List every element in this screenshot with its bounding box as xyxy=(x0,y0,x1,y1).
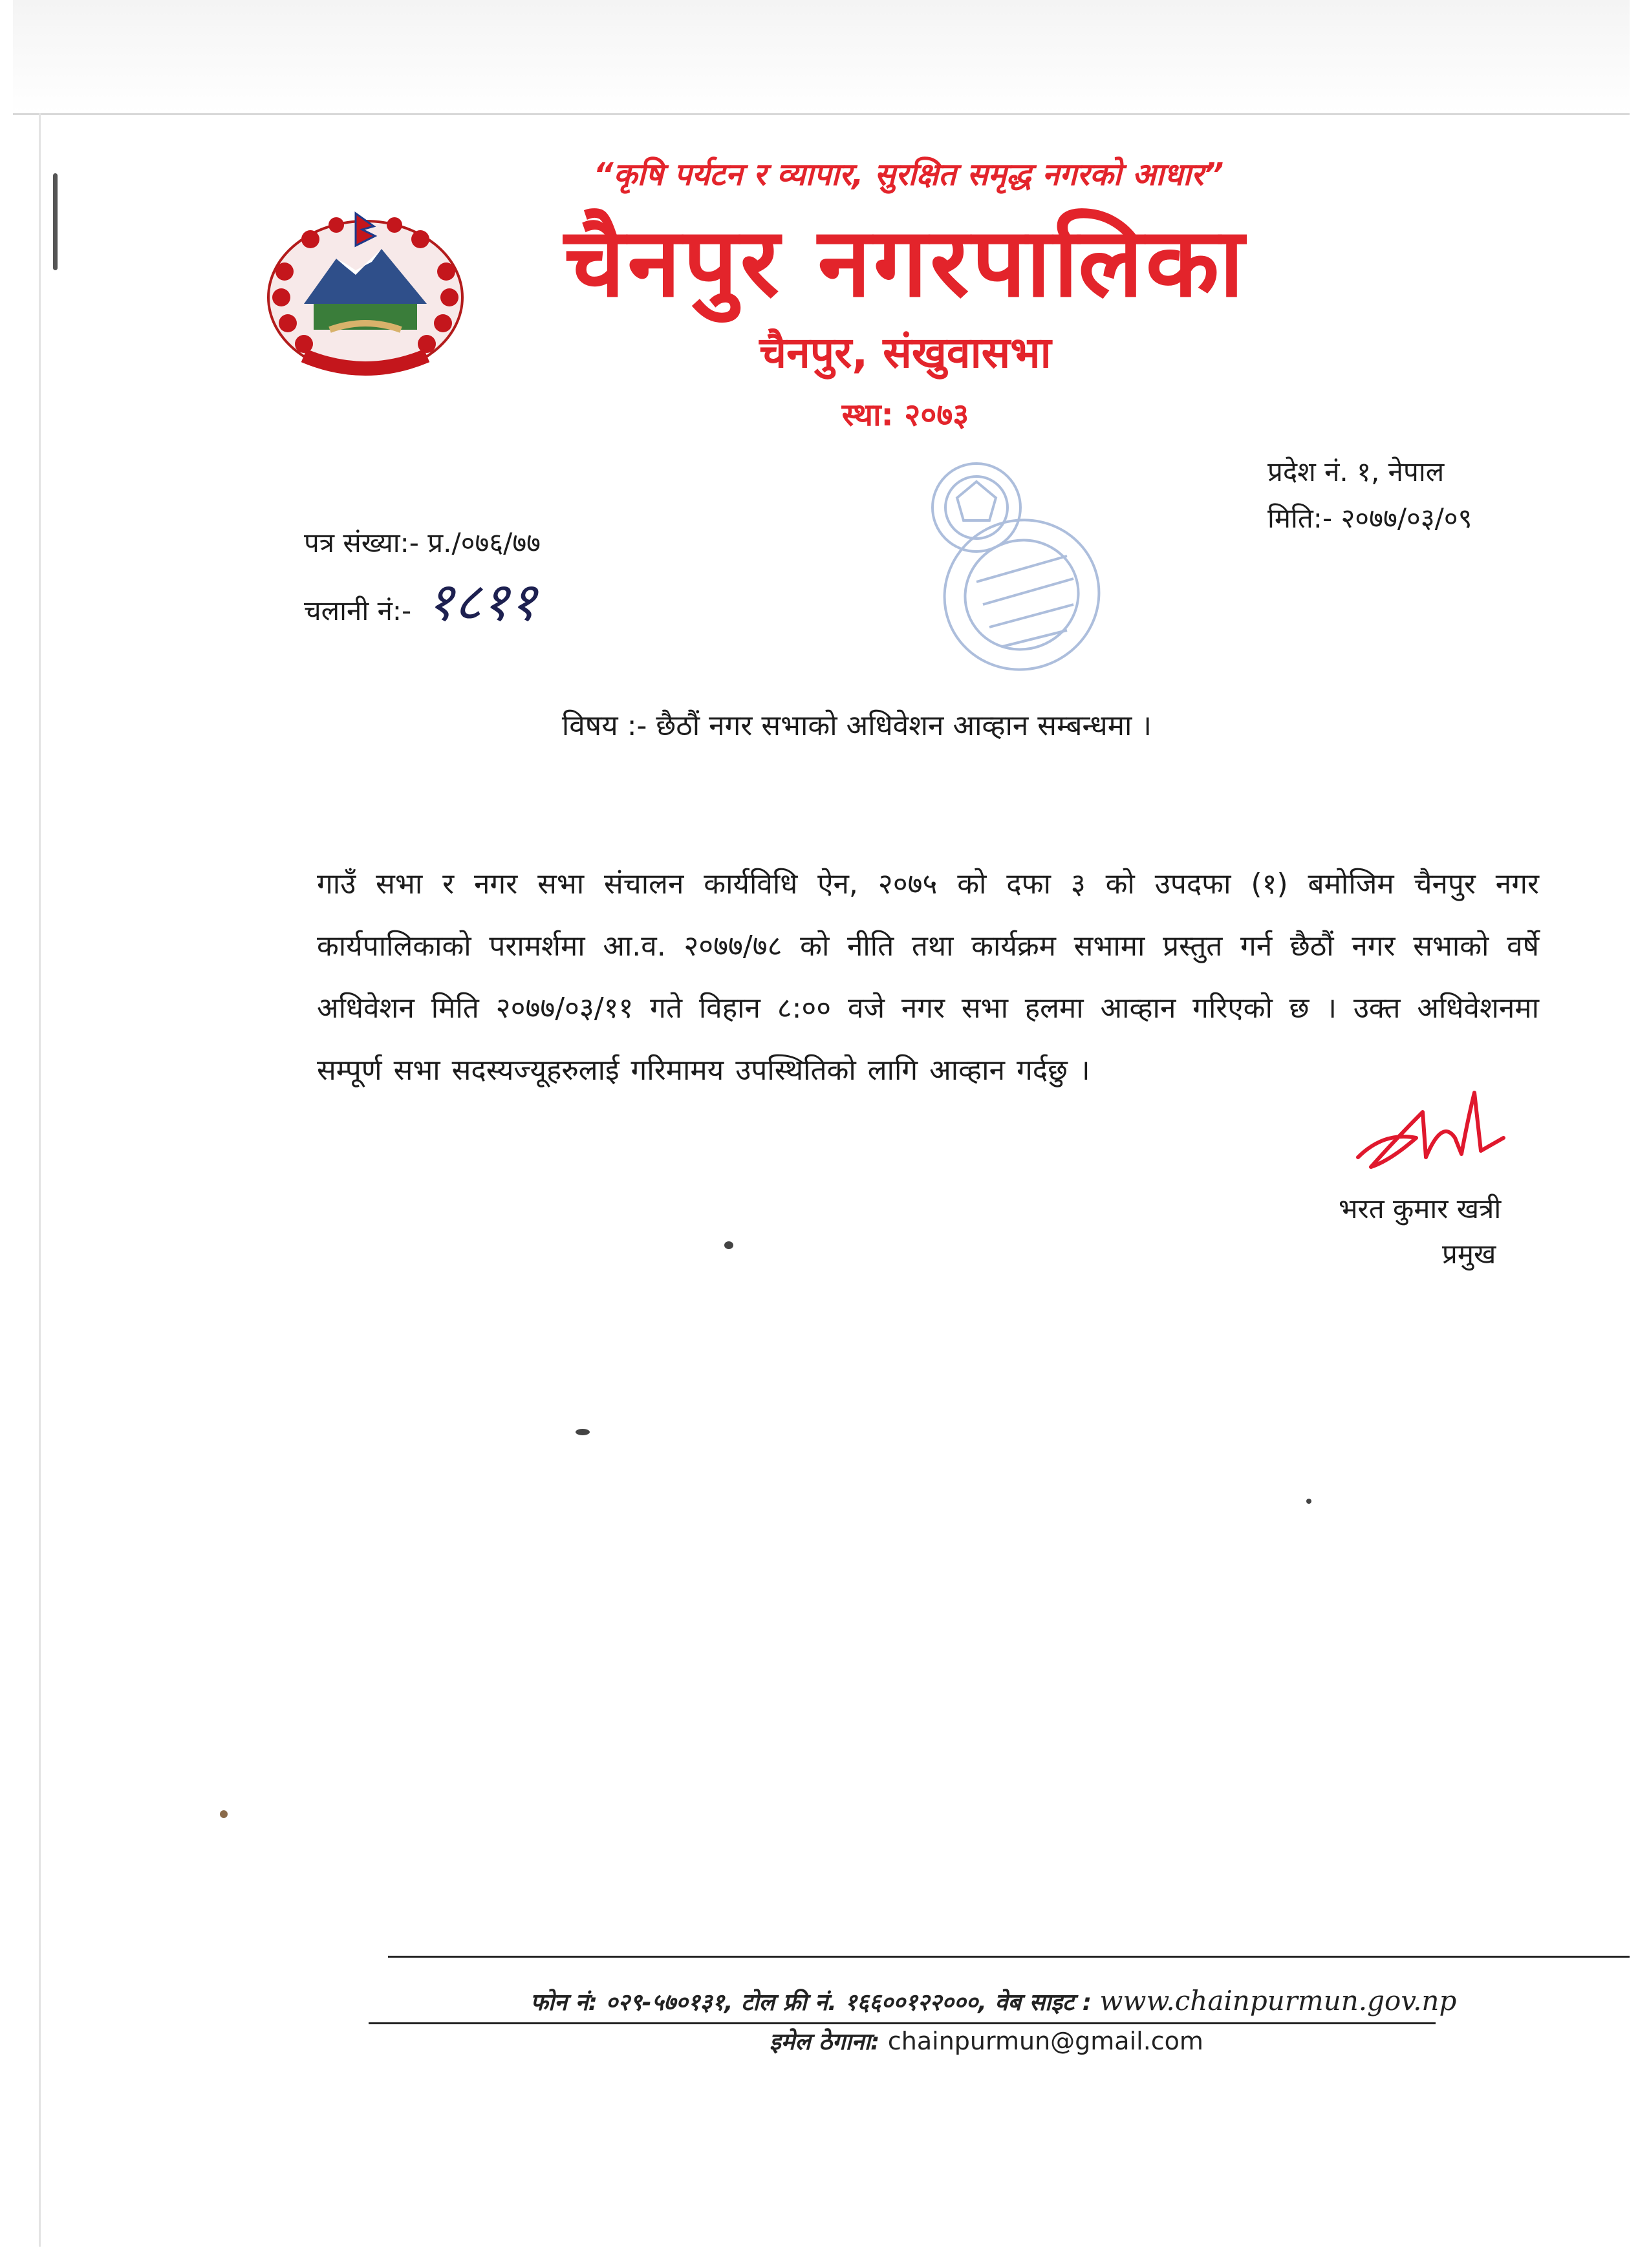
punch-mark xyxy=(53,173,58,270)
signatory-title: प्रमुख xyxy=(1442,1238,1496,1270)
footer-contact-text: फोन नं: ०२९-५७०१३१, टोल फ्री नं. १६६००१२२०००, वेब साइट : xyxy=(530,1989,1092,2016)
body-paragraph: गाउँ सभा र नगर सभा संचालन कार्यविधि ऐन, २०७५ को दफा ३ को उपदफा (१) बमोजिम चैनपुर नगर कार्यपालिकाको परामर्शमा आ.व. २०७७/७८ को नीति तथा कार्यक्रम सभामा प्रस्तुत गर्न छैठौं नगर सभाको वर्षे अधिवेशन मिति २०७७/०३/११ गते विहान ८:०० वजे नगर सभा हलमा आव्हान गरिएको छ । उक्त अधिवेशनमा सम्पूर्ण सभा सदस्यज्यूहरुलाई गरिमामय उपस्थितिको लागि आव्हान गर्दछु । xyxy=(317,868,1539,1087)
scan-speck xyxy=(220,1810,228,1818)
signature-icon xyxy=(1345,1060,1539,1196)
org-name: चैनपुर नगरपालिका xyxy=(564,207,1247,318)
scan-speck xyxy=(1306,1499,1311,1504)
scan-edge xyxy=(13,0,1630,115)
office-stamp-icon xyxy=(879,446,1112,685)
signatory-name: भरत कुमार खत्री xyxy=(1339,1193,1502,1225)
subject-line: विषय :- छैठौं नगर सभाको अधिवेशन आव्हान सम्बन्धमा । xyxy=(561,709,1152,742)
footer-rule xyxy=(388,1956,1630,1958)
footer-email-label: इमेल ठेगाना: xyxy=(770,2029,880,2055)
footer-rule xyxy=(369,2022,1436,2024)
org-established: स्था: २०७३ xyxy=(841,397,969,433)
org-address: चैनपुर, संखुवासभा xyxy=(759,328,1051,378)
reference-number: पत्र संख्या:- प्र./०७६/७७ xyxy=(304,527,541,559)
dispatch-number xyxy=(304,564,537,636)
footer-contact xyxy=(530,1985,1500,2017)
footer-website: www.chainpurmun.gov.np xyxy=(1099,1985,1457,2017)
scan-speck xyxy=(576,1429,590,1435)
scan-speck xyxy=(724,1241,733,1249)
footer-email xyxy=(770,2025,1352,2057)
footer-email-value: chainpurmun@gmail.com xyxy=(887,2027,1203,2055)
province: प्रदेश नं. १, नेपाल xyxy=(1267,456,1445,487)
letter-date: मिति:- २०७७/०३/०९ xyxy=(1267,502,1472,534)
dispatch-value: १८११ xyxy=(426,572,537,633)
scan-edge-left xyxy=(39,113,41,2247)
nepal-emblem-icon xyxy=(259,200,472,381)
dispatch-label: चलानी नं:- xyxy=(304,595,412,626)
motto: “कृषि पर्यटन र व्यापार, सुरक्षित समृद्ध नगरको आधार” xyxy=(593,156,1224,193)
